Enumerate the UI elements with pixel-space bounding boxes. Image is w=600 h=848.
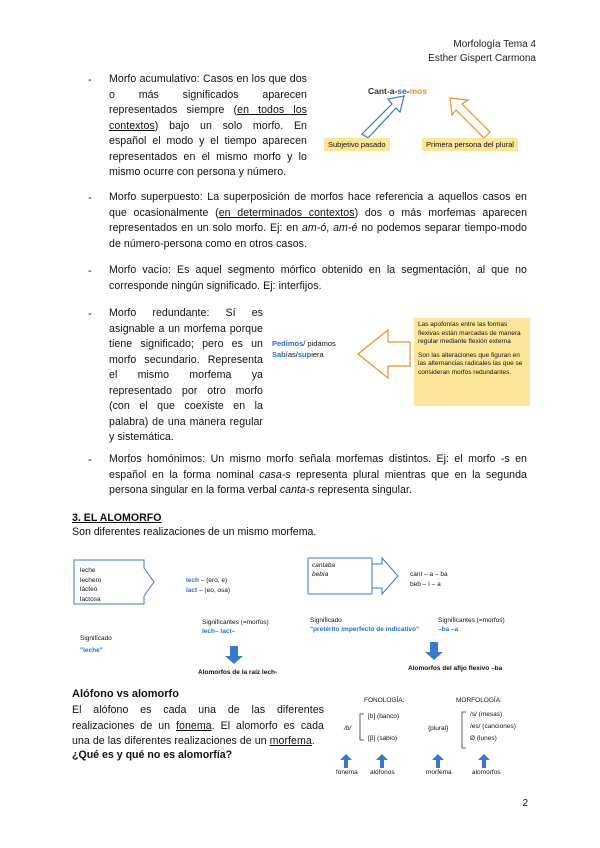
significantes-cantaba: Significantes (=morfos) –ba –a xyxy=(438,617,505,633)
note-redundante: Las apofonías entre las formas flexivas están marcadas de manera regular mediante flexión externa Son las alteraciones que figuran en las alternancias radicales las que se consideran morfos redundantes. xyxy=(414,318,530,406)
figure-leche xyxy=(72,558,302,682)
alomorfo-2: /es/ (canciones) xyxy=(470,723,516,730)
header-title: Morfología Tema 4 xyxy=(453,39,536,50)
section-title: 3. EL ALOMORFO xyxy=(72,512,162,524)
alofono-paragraph: El alófono es cada una de las diferentes realizaciones de un fonema. El alomorfo es cada una de las diferentes realizaciones de un morfema. xyxy=(72,704,324,747)
heading-fonologia: FONOLOGÍA: xyxy=(364,697,405,704)
figure-cantasemos xyxy=(322,82,542,162)
bullet-dash: - xyxy=(88,74,92,86)
segmentation-cantaba: cant – a – ba beb – í – a xyxy=(410,571,448,588)
bullet-dash: - xyxy=(88,265,92,277)
alofono-2: [β] (sabio) xyxy=(368,735,398,742)
alomorfo-3: Ø (lunes) xyxy=(470,735,497,742)
morfema-main: {plural} xyxy=(428,725,449,732)
caption-alomorfos: alomorfos xyxy=(472,769,501,776)
examples-redundante: Pedimos/ pidamos Sabías/supiera xyxy=(272,339,336,359)
figure-cantaba xyxy=(306,556,532,680)
caption-morfema: morfema xyxy=(426,769,452,776)
paragraph-redundante: Morfo redundante: Sí es asignable a un morfema porque tiene significado; pero es un morfo secundario. Representa el mismo morfema ya representado por otro morfo (con el que coexiste en la palabra) de una manera regular y sistemática. xyxy=(109,307,263,443)
caption-cantaba: Alomorfos del afijo flexivo –ba xyxy=(408,665,503,672)
heading-morfologia: MORFOLOGÍA: xyxy=(456,697,502,704)
box-verbs: cantaba bebía xyxy=(312,562,336,578)
page-number: 2 xyxy=(522,798,528,809)
figure-fonologia-morfologia xyxy=(330,694,540,778)
bullet-dash: - xyxy=(88,454,92,466)
label-primera-persona: Primera persona del plural xyxy=(422,138,518,151)
caption-leche: Alomorfos de la raíz lech- xyxy=(198,669,278,676)
alomorfo-1: /s/ (mesas) xyxy=(470,711,503,718)
fonema-main: /b/ xyxy=(344,725,352,732)
diagram-fono-shapes xyxy=(330,694,540,778)
alofono-title: Alófono vs alomorfo xyxy=(72,688,179,700)
figure-redundante xyxy=(270,316,532,408)
bullet-dash: - xyxy=(88,308,92,320)
word-list-leche: leche lechero lácteo lactosa xyxy=(80,567,102,603)
alofono-question: ¿Qué es y qué no es alomorfía? xyxy=(72,749,233,761)
significantes-leche: Significantes (=morfos) lech– lact– xyxy=(202,619,269,635)
paragraph-superpuesto: Morfo superpuesto: La superposición de morfos hace referencia a aquellos casos en que ocasionalmente (en determinados contextos) dos o más morfemas aparecen representados en un solo morfo. Ej: en am-ó, am-é no podemos separar tiempo-modo de número-persona como en otros casos. xyxy=(109,191,528,250)
label-subjetivo-pasado: Subjetivo pasado xyxy=(324,138,390,151)
paragraph-vacio: Morfo vacío: Es aquel segmento mórfico obtenido en la segmentación, al que no corresponde ningún significado. Ej: interfijos. xyxy=(109,264,527,292)
bullet-dash: - xyxy=(88,192,92,204)
caption-alofonos: alófonos xyxy=(370,769,395,776)
roots-leche: lech – (ero, e) lact – (eo, osa) xyxy=(186,577,231,594)
significado-leche: Significado "leche" xyxy=(80,635,112,654)
paragraph-acumulativo: Morfo acumulativo: Casos en los que dos o más significados aparecen representados siempre (en todos los contextos) bajo un solo morfo. En español el modo y el tiempo aparecen representados en el mismo morfo y lo mismo ocurre con persona y número. xyxy=(109,73,307,178)
significado-cantaba: Significado "pretérito imperfecto de indicativo" xyxy=(310,617,420,633)
alofono-1: [b] (banco) xyxy=(368,713,400,720)
caption-fonema: fonema xyxy=(336,769,358,776)
paragraph-homonimos: Morfos homónimos: Un mismo morfo señala morfemas distintos. Ej: el morfo -s en español en la forma nominal casa-s representa plural mientras que en la segunda persona singular en la forma verbal canta-s representa singular. xyxy=(109,453,527,496)
header-author: Esther Gispert Carmona xyxy=(428,53,536,64)
word-cantasemos: Cant-a-se-mos xyxy=(368,86,428,96)
section-intro: Son diferentes realizaciones de un mismo morfema. xyxy=(72,526,317,538)
